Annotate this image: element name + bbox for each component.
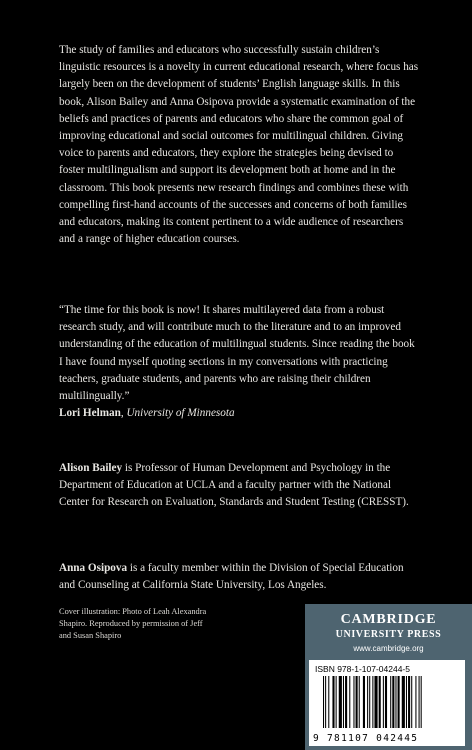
isbn-label: ISBN 978-1-107-04244-5 <box>315 664 410 674</box>
blurb-text: The study of families and educators who successfully sustain children’s linguistic resources is a novelty in current educational research, where focus has largely been on the development of students’ English language skills. In this book, Alison Bailey and Anna Osipova provide a systematic examination of the beliefs and practices of parents and educators who share the common goal of improving educational and social outcomes for multilingual children. Giving voice to parents and educators, they explore the strategies being devised to foster multilingualism and support its development both at home and in the classroom. This book presents new research findings and combines these with compelling first-hand accounts of the successes and concerns of both families and educators, making its content pertinent to a wide audience of researchers and a range of higher education courses. <box>59 44 419 246</box>
attribution-separator: , <box>120 407 127 419</box>
endorsement-attribution <box>59 405 235 422</box>
publisher-subtitle: UNIVERSITY PRESS <box>335 629 442 640</box>
endorser-institution: University of Minnesota <box>126 407 235 419</box>
author-bio-bailey <box>59 460 421 512</box>
author-name-bailey: Alison Bailey <box>59 462 123 474</box>
author-name-osipova: Anna Osipova <box>59 562 128 574</box>
author-bio-text-osipova: is a faculty member within the Division of Special Education and Counseling at California State University, Los Angeles. <box>59 562 404 592</box>
barcode-number: 9 781107 042445 <box>313 733 419 744</box>
barcode-box <box>309 660 465 746</box>
publisher-url: www.cambridge.org <box>353 644 424 653</box>
barcode-image <box>323 676 457 728</box>
endorser-name: Lori Helman <box>59 407 121 419</box>
endorsement-quote: “The time for this book is now! It shares multilayered data from a robust research study, and will contribute much to the literature and to an improved understanding of the education of multilingual students. Since reading the book I have found myself quoting sections in my conversations with practicing teachers, graduate students, and parents who are raising their children multilingually.” <box>59 304 415 403</box>
publisher-panel <box>305 604 472 750</box>
author-bio-text-bailey: is Professor of Human Development and Psychology in the Department of Education at UCLA and a faculty partner with the National Center for Research on Evaluation, Standards and Student Testing (CRESST). <box>59 462 409 509</box>
publisher-name: CAMBRIDGE <box>340 612 437 627</box>
cover-illustration-credit: Cover illustration: Photo of Leah Alexandra Shapiro. Reproduced by permission of Jeff and Susan Shapiro <box>59 607 207 640</box>
author-bio-osipova <box>59 560 421 594</box>
